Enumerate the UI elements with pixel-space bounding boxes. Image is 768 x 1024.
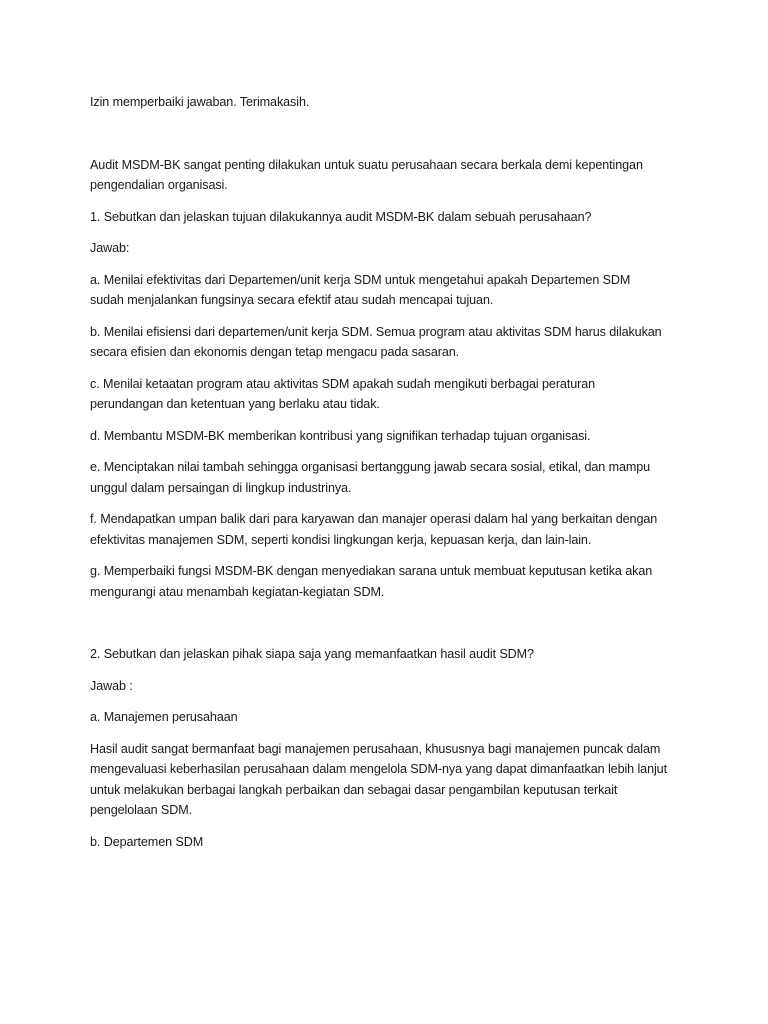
context-line: Audit MSDM-BK sangat penting dilakukan untuk suatu perusahaan secara berkala demi kepentingan bbox=[90, 157, 643, 172]
answer-line: secara efisien dan ekonomis dengan tetap mengacu pada sasaran. bbox=[90, 345, 460, 359]
answer-line: unggul dalam persaingan di lingkup industrinya. bbox=[90, 480, 352, 495]
answer-line: b. Menilai efisiensi dari departemen/unit kerja SDM. Semua program atau aktivitas SDM harus dilakukan bbox=[90, 324, 662, 339]
answer-line: a. Menilai efektivitas dari Departemen/unit kerja SDM untuk mengetahui apakah Departemen SDM bbox=[90, 272, 631, 287]
context-line: pengendalian organisasi. bbox=[90, 178, 228, 192]
answer-line: efektivitas manajemen SDM, seperti kondisi lingkungan kerja, kepuasan kerja, dan lain-lain. bbox=[90, 532, 592, 547]
answer-item-d bbox=[90, 426, 690, 447]
question-2-answer-label: Jawab : bbox=[90, 678, 133, 693]
question-2: 2. Sebutkan dan jelaskan pihak siapa saja yang memanfaatkan hasil audit SDM? bbox=[90, 647, 534, 661]
answer-line: perundangan dan ketentuan yang berlaku atau tidak. bbox=[90, 397, 380, 411]
document-page bbox=[90, 92, 690, 852]
answer-line: f. Mendapatkan umpan balik dari para karyawan dan manajer operasi dalam hal yang berkaitan dengan bbox=[90, 512, 658, 526]
description-line: Hasil audit sangat bermanfaat bagi manajemen perusahaan, khususnya bagi manajemen puncak dalam bbox=[90, 741, 661, 756]
answer-line: d. Membantu MSDM-BK memberikan kontribusi yang signifikan terhadap tujuan organisasi. bbox=[90, 428, 591, 443]
q2-item-b-heading: b. Departemen SDM bbox=[90, 834, 204, 849]
description-line: pengelolaan SDM. bbox=[90, 803, 193, 817]
answer-line: e. Menciptakan nilai tambah sehingga organisasi bertanggung jawab secara sosial, etikal, dan mampu bbox=[90, 460, 651, 474]
intro-text: Izin memperbaiki jawaban. Terimakasih. bbox=[90, 95, 310, 109]
answer-item-e bbox=[90, 457, 690, 498]
answer-line: mengurangi atau menambah kegiatan-kegiatan SDM. bbox=[90, 584, 385, 599]
q2-item-a-description bbox=[90, 739, 690, 821]
question-1: 1. Sebutkan dan jelaskan tujuan dilakukannya audit MSDM-BK dalam sebuah perusahaan? bbox=[90, 209, 592, 224]
answer-item-b bbox=[90, 322, 690, 363]
answer-line: g. Memperbaiki fungsi MSDM-BK dengan menyediakan sarana untuk membuat keputusan ketika akan bbox=[90, 564, 653, 578]
answer-item-g bbox=[90, 561, 690, 602]
context-paragraph bbox=[90, 155, 690, 196]
q2-item-a-heading: a. Manajemen perusahaan bbox=[90, 710, 238, 724]
answer-item-a bbox=[90, 270, 690, 311]
answer-item-f bbox=[90, 509, 690, 550]
answer-line: sudah menjalankan fungsinya secara efektif atau sudah mencapai tujuan. bbox=[90, 293, 494, 307]
answer-line: c. Menilai ketaatan program atau aktivitas SDM apakah sudah mengikuti berbagai peraturan bbox=[90, 376, 596, 391]
description-line: mengevaluasi keberhasilan perusahaan dalam mengelola SDM-nya yang dapat dimanfaatkan lebih lanjut bbox=[90, 762, 667, 776]
question-1-answer-label: Jawab: bbox=[90, 241, 130, 255]
description-line: untuk melakukan berbagai langkah perbaikan dan sebagai dasar pengambilan keputusan terkait bbox=[90, 782, 618, 797]
answer-item-c bbox=[90, 374, 690, 415]
